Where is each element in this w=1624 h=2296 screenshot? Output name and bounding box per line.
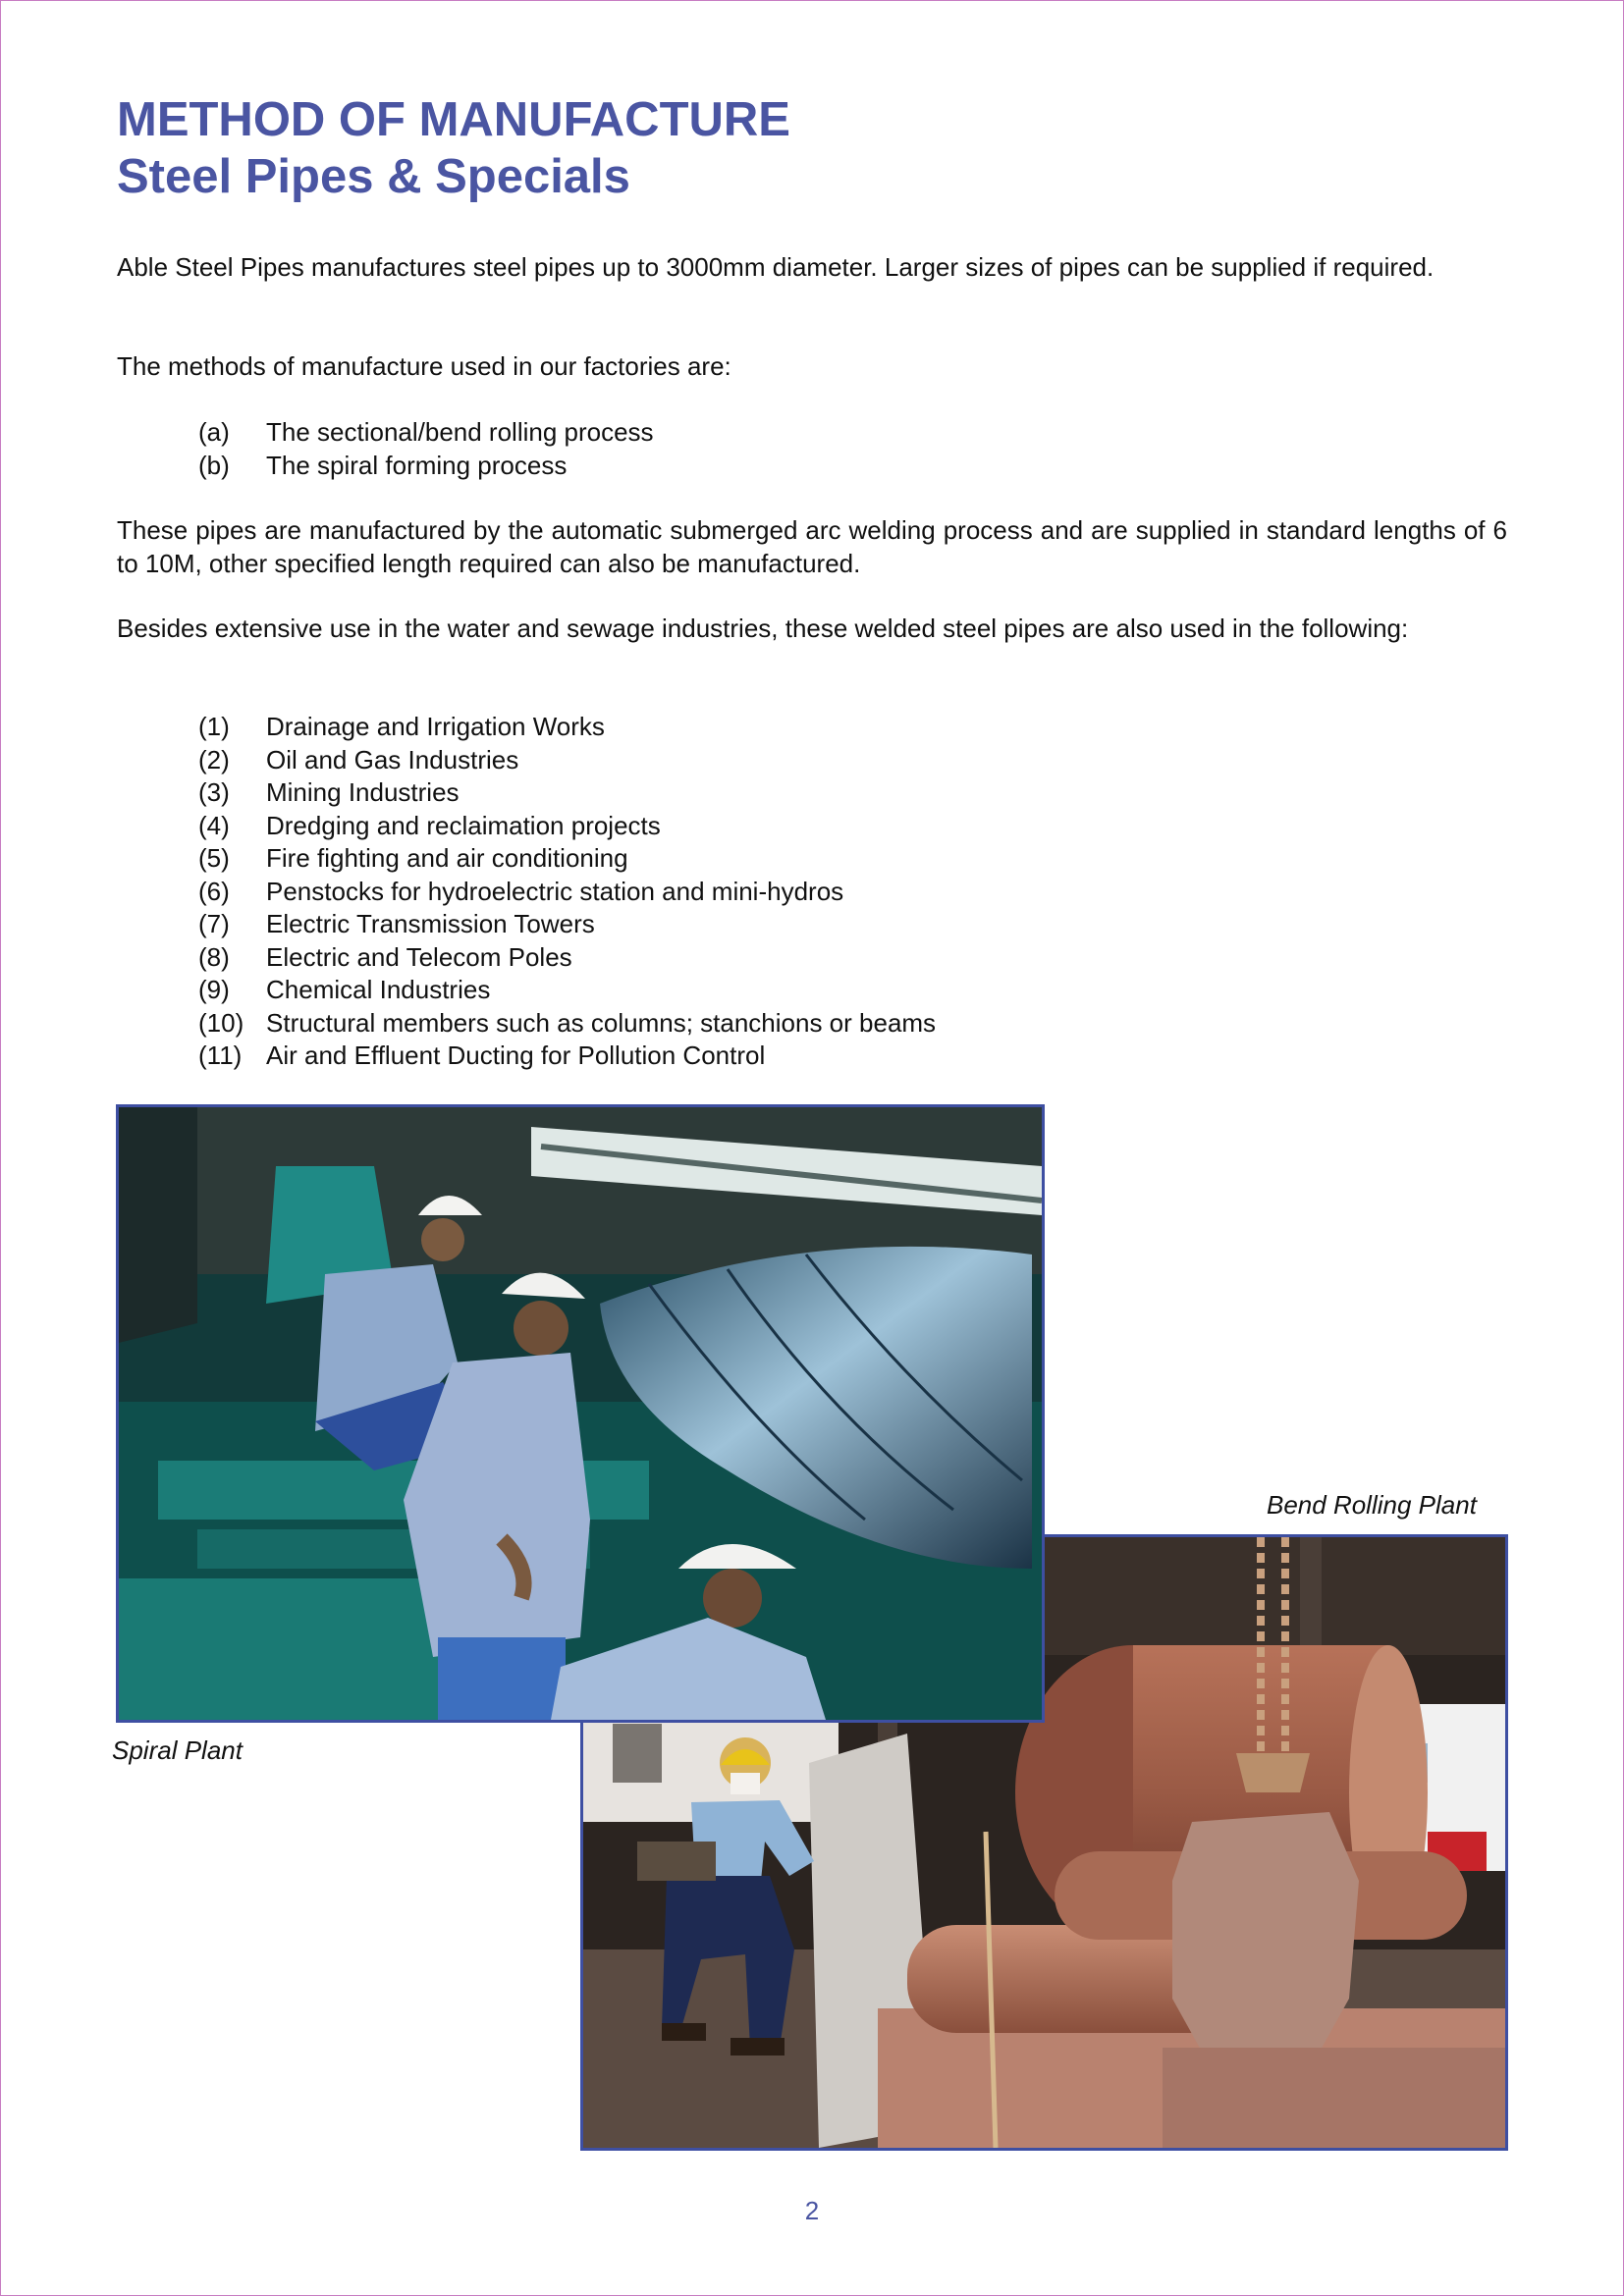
title-line-1: METHOD OF MANUFACTURE	[117, 93, 790, 146]
list-item: (2) Oil and Gas Industries	[198, 744, 519, 774]
bend-rolling-plant-caption: Bend Rolling Plant	[1267, 1490, 1477, 1520]
uses-list	[198, 711, 936, 1073]
list-item: (9) Chemical Industries	[198, 975, 491, 1004]
page-number: 2	[804, 2196, 820, 2225]
list-item: (10) Structural members such as columns; stanchions or beams	[198, 1007, 937, 1038]
uses-intro-paragraph: Besides extensive use in the water and sewage industries, these welded steel pipes are also used in the following:	[117, 614, 1409, 643]
spiral-plant-photo	[116, 1104, 1045, 1723]
list-item: (8) Electric and Telecom Poles	[198, 941, 572, 972]
welding-paragraph: These pipes are manufactured by the automatic submerged arc welding process and are supplied in standard lengths of 6 to 10M, other specified length required can also be manufactured.	[117, 515, 1507, 578]
list-item: (b) The spiral forming process	[198, 450, 568, 480]
intro-paragraph: Able Steel Pipes manufactures steel pipes up to 3000mm diameter. Larger sizes of pipes can be supplied if required.	[117, 252, 1435, 282]
list-item: (5) Fire fighting and air conditioning	[198, 843, 628, 873]
methods-list	[198, 416, 654, 482]
subtitle-line-2: Steel Pipes & Specials	[117, 150, 630, 203]
list-item: (a) The sectional/bend rolling process	[198, 417, 654, 447]
spiral-plant-image	[119, 1107, 1042, 1720]
spiral-plant-caption: Spiral Plant	[112, 1735, 243, 1765]
list-item: (1) Drainage and Irrigation Works	[198, 712, 605, 741]
page-title	[117, 91, 790, 205]
list-item: (4) Dredging and reclaimation projects	[198, 810, 661, 840]
methods-intro-paragraph: The methods of manufacture used in our factories are:	[117, 351, 731, 381]
list-item: (3) Mining Industries	[198, 777, 460, 807]
list-item: (6) Penstocks for hydroelectric station and mini-hydros	[198, 876, 844, 906]
list-item: (7) Electric Transmission Towers	[198, 909, 595, 938]
list-item: (11) Air and Effluent Ducting for Pollution Control	[198, 1041, 766, 1070]
